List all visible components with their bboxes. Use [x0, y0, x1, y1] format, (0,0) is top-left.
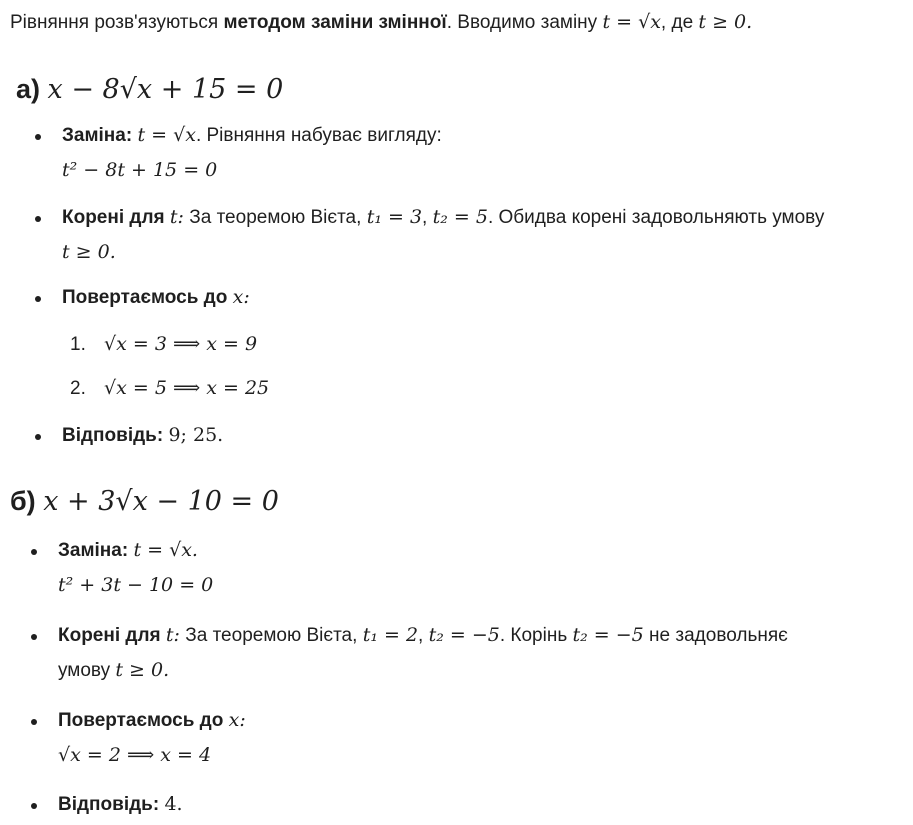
part-b-return-var: x:	[228, 709, 246, 731]
step-number: 1.	[70, 334, 86, 355]
part-a-condition: t ≥ 0.	[62, 241, 116, 263]
intro-method: методом заміни змінної	[223, 12, 447, 33]
part-a-step-2	[70, 372, 269, 405]
part-b-not-satisfy: не задовольняє	[643, 625, 788, 646]
part-a-roots-comment: . Обидва корені задовольняють умову	[487, 207, 825, 228]
part-a-answer-label: Відповідь:	[62, 425, 164, 446]
part-b-answer-item	[58, 787, 183, 822]
part-b-condition-prefix: умову	[58, 660, 116, 681]
part-b-substitution-item	[58, 533, 213, 603]
step-equation: √x = 5 ⟹ x = 25	[104, 377, 270, 399]
part-a-heading	[16, 72, 913, 107]
part-b-answer: 4.	[164, 793, 183, 815]
part-a-answer-item	[62, 418, 223, 453]
part-a-answer: 9; 25.	[168, 424, 224, 446]
part-a-roots-label: Корені для	[62, 207, 165, 228]
part-a-return-label: Повертаємось до	[62, 287, 228, 308]
part-b-condition: t ≥ 0.	[115, 659, 170, 681]
part-b-equation: x + 3√x − 10 = 0	[43, 486, 279, 517]
step-number: 2.	[70, 378, 86, 399]
bullet-dot	[31, 549, 37, 555]
part-b-answer-label: Відповідь:	[58, 794, 160, 815]
bullet-dot	[31, 803, 37, 809]
part-b-roots-comment: . Корінь	[499, 625, 573, 646]
part-a-substitution-text: . Рівняння набуває вигляду:	[195, 125, 442, 146]
part-a-t1: t₁ = 3	[366, 206, 423, 228]
part-b-return-label: Повертаємось до	[58, 710, 224, 731]
part-b-label: б)	[10, 486, 36, 516]
part-a-substitution-item	[62, 118, 892, 188]
part-a-substitution-label: Заміна:	[62, 125, 133, 146]
bullet-dot	[31, 634, 37, 640]
part-a-label: а)	[16, 74, 41, 104]
part-b-t2: t₂ = −5	[428, 624, 500, 646]
bullet-dot	[35, 434, 41, 440]
part-b-quadratic: t² + 3t − 10 = 0	[58, 574, 214, 596]
part-a-return-item	[62, 280, 250, 315]
intro-substitution: t = √x	[602, 11, 661, 33]
intro-condition: t ≥ 0.	[698, 11, 753, 33]
part-a-step-1	[70, 328, 257, 361]
part-b-roots-label: Корені для	[58, 625, 161, 646]
intro-text-before: Рівняння розв'язуються	[10, 12, 224, 33]
intro-paragraph	[10, 8, 913, 37]
part-b-roots-var: t:	[165, 624, 180, 646]
part-b-substitution-eq: t = √x.	[133, 539, 198, 561]
part-a-equation: x − 8√x + 15 = 0	[47, 74, 284, 105]
step-equation: √x = 3 ⟹ x = 9	[104, 333, 258, 355]
bullet-dot	[35, 216, 41, 222]
intro-text-after: . Вводимо заміну	[446, 12, 603, 33]
part-b-return-item	[58, 703, 246, 773]
intro-comma-where: , де	[660, 12, 699, 33]
bullet-dot	[35, 296, 41, 302]
part-a-roots-var: t:	[169, 206, 184, 228]
part-a-roots-text: За теоремою Вієта,	[183, 207, 367, 228]
bullet-dot	[31, 719, 37, 725]
bullet-dot	[35, 134, 41, 140]
part-b-rejected: t₂ = −5	[572, 624, 644, 646]
part-b-step: √x = 2 ⟹ x = 4	[58, 744, 212, 766]
part-a-quadratic: t² − 8t + 15 = 0	[62, 159, 218, 181]
part-a-roots-item: Корені для t: За теоремою Вієта, t₁ = 3, t₂ = 5. Обидва корені задовольняють умову t ≥ 0.	[62, 206, 825, 263]
part-a-return-var: x:	[232, 286, 250, 308]
part-a-substitution-eq: t = √x	[137, 124, 196, 146]
part-b-heading	[10, 484, 913, 519]
part-a-t2: t₂ = 5	[432, 206, 488, 228]
part-b-substitution-label: Заміна:	[58, 540, 129, 561]
part-b-roots-text: За теоремою Вієта,	[179, 625, 363, 646]
part-b-t1: t₁ = 2	[362, 624, 419, 646]
part-b-roots-item: Корені для t: За теоремою Вієта, t₁ = 2, t₂ = −5. Корінь t₂ = −5 не задовольняє умову t ≥ 0.	[58, 624, 788, 681]
